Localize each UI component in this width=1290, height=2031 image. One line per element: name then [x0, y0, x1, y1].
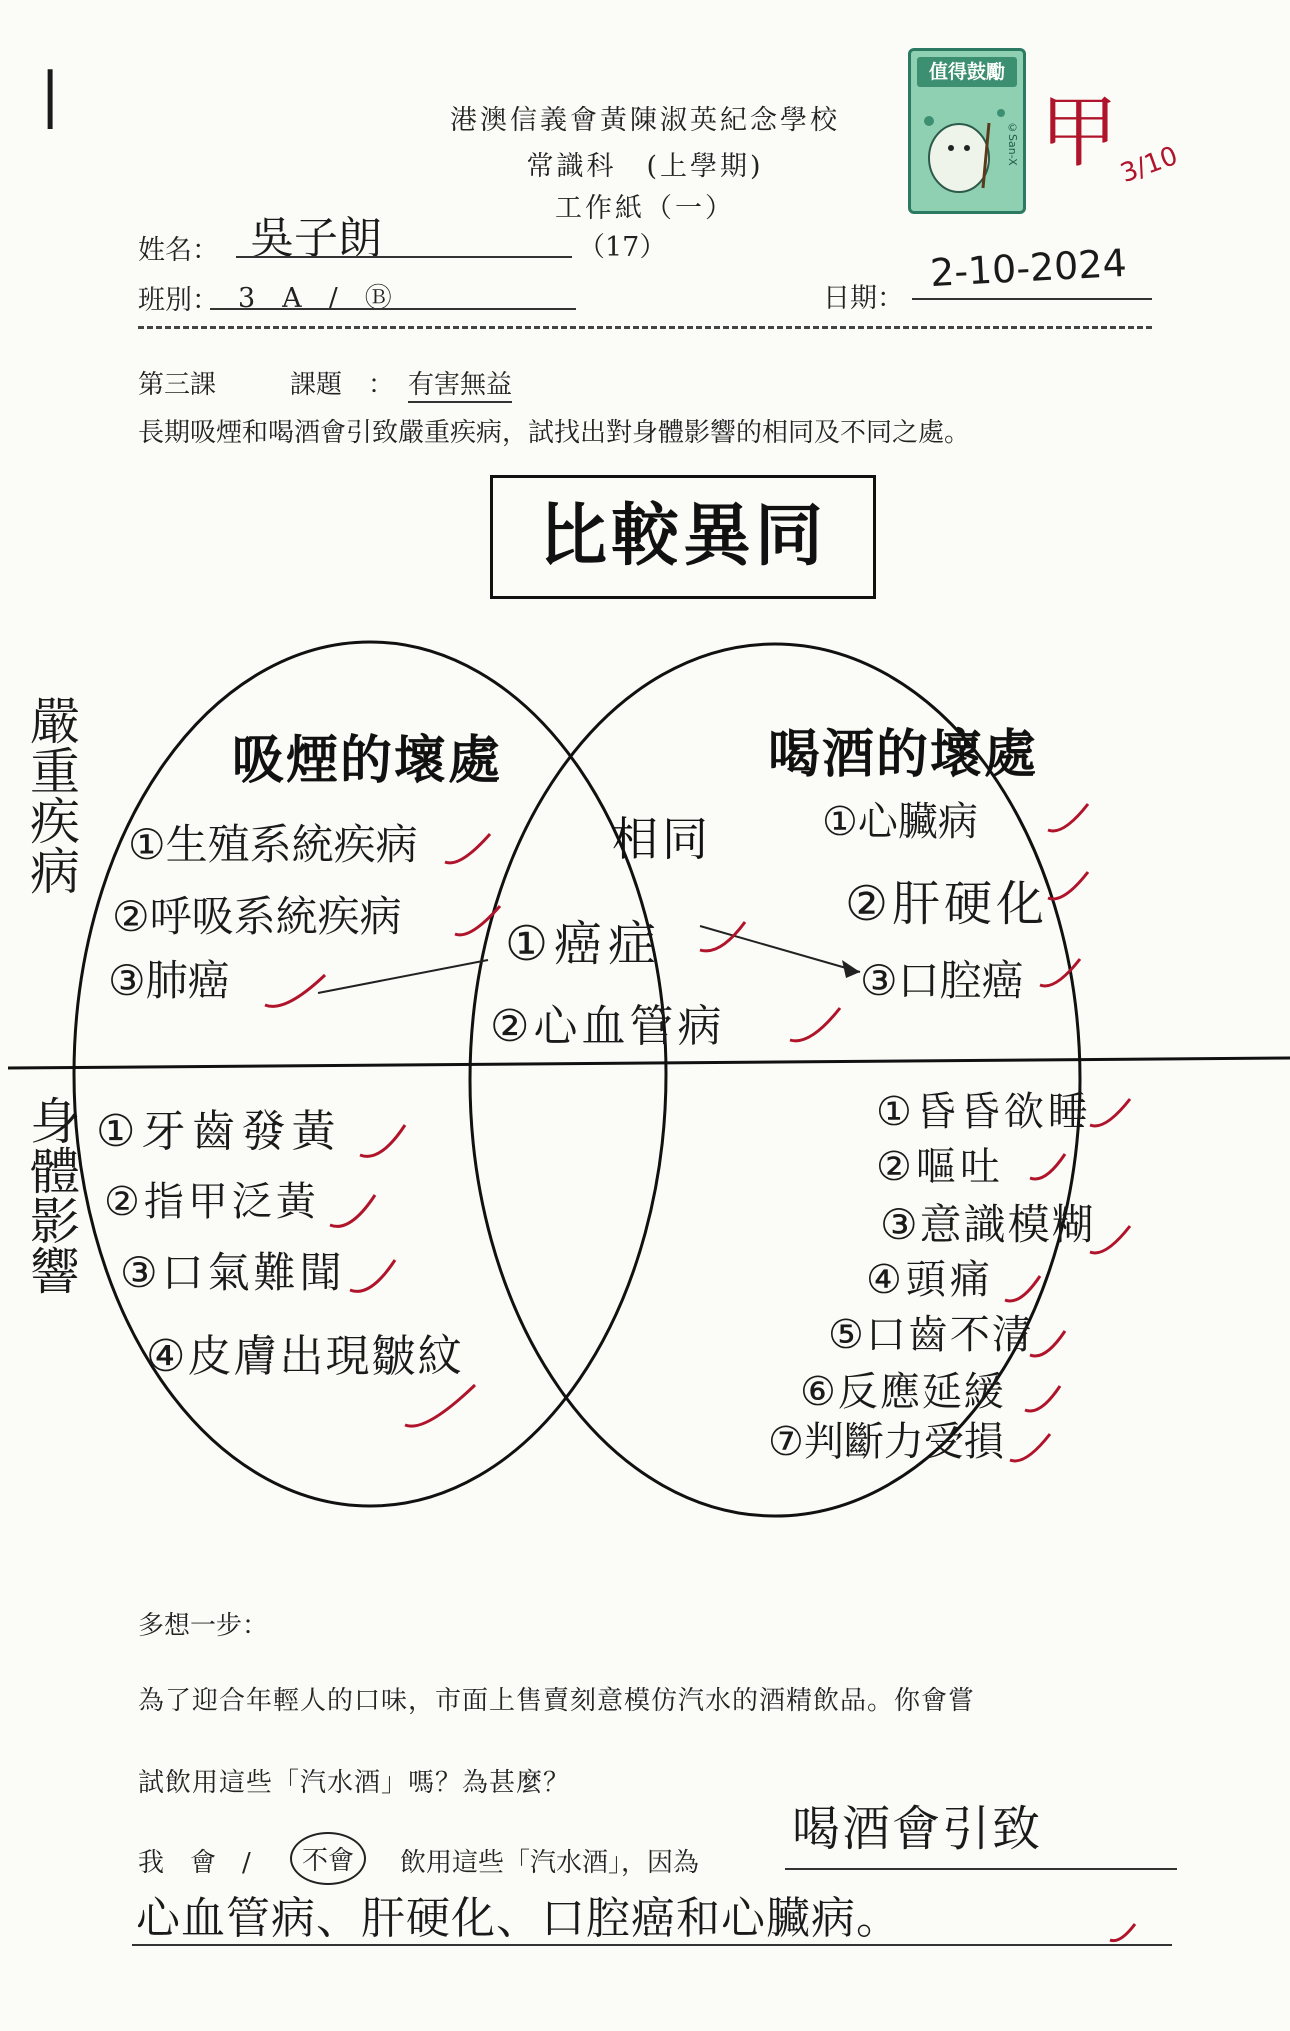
left-disease-item: ③肺癌 — [108, 956, 230, 1005]
right-body-item: ①昏昏欲睡 — [876, 1089, 1092, 1135]
left-body-item: ②指甲泛黃 — [104, 1179, 320, 1225]
answer-line1: 喝酒會引致 — [792, 1801, 1043, 1857]
margin-mark: | — [40, 60, 61, 130]
worksheet-title: 工作紙（一） — [555, 193, 735, 224]
right-disease-item: ②肝硬化 — [845, 876, 1049, 932]
arrow-line-right — [700, 926, 860, 972]
class-label: 班別： — [138, 285, 219, 316]
venn-middle-title: 相同 — [612, 812, 712, 866]
class-value: 3 A / Ⓑ — [238, 283, 392, 314]
name-label: 姓名： — [138, 235, 219, 266]
arrow-head — [842, 960, 860, 978]
right-body-item: ④頭痛 — [866, 1257, 994, 1303]
right-disease-item: ①心臟病 — [822, 799, 978, 845]
side-label-disease: 嚴重疾病 — [22, 695, 80, 895]
think-question-line2: 試飲用這些「汽水酒」嗎？為甚麼？ — [138, 1768, 571, 1798]
date-value: 2-10-2024 — [928, 240, 1128, 296]
answer-line2: 心血管病、肝硬化、口腔癌和心臟病。 — [136, 1893, 901, 1944]
sticker-brand: ©San-X — [1006, 121, 1019, 166]
right-body-item: ⑥反應延緩 — [800, 1369, 1006, 1415]
date-label: 日期： — [823, 283, 904, 314]
answer-underline-1 — [785, 1868, 1177, 1870]
right-body-item: ⑦判斷力受損 — [768, 1419, 1004, 1465]
answer-underline-2 — [132, 1944, 1172, 1946]
venn-divider-line — [8, 1058, 1290, 1068]
answer-prefix: 飲用這些「汽水酒」，因為 — [400, 1848, 700, 1878]
left-body-item: ①牙齒發黃 — [96, 1106, 342, 1157]
school-name: 港澳信義會黃陳淑英紀念學校 — [450, 105, 840, 136]
title-box: 比較異同 — [490, 475, 876, 599]
answer-choice-circled: 不會 — [290, 1832, 366, 1885]
lesson-number: 第三課 — [138, 370, 217, 400]
middle-disease-item: ①癌症 — [505, 916, 663, 972]
right-disease-item: ③口腔癌 — [860, 956, 1024, 1005]
venn-left-title: 吸煙的壞處 — [232, 731, 503, 791]
right-body-item: ③意識模糊 — [880, 1200, 1096, 1249]
student-number: （17） — [578, 232, 667, 263]
think-label: 多想一步： — [138, 1611, 269, 1641]
sticker-text: 值得鼓勵 — [917, 57, 1017, 87]
right-body-item: ⑤口齒不清 — [828, 1312, 1034, 1358]
instruction: 長期吸煙和喝酒會引致嚴重疾病，試找出對身體影響的相同及不同之處。 — [138, 418, 971, 448]
left-body-item: ④皮膚出現皺紋 — [146, 1331, 464, 1382]
topic: 有害無益 — [408, 364, 512, 403]
topic-label: 課題 ： — [290, 370, 395, 400]
left-disease-item: ①生殖系統疾病 — [128, 820, 418, 869]
left-body-item: ③口氣難聞 — [120, 1248, 346, 1297]
side-label-body: 身體影響 — [22, 1095, 80, 1295]
grade-score: 3/10 — [1116, 140, 1182, 190]
name-value: 吳子朗 — [250, 213, 382, 264]
right-body-item: ②嘔吐 — [876, 1144, 1004, 1190]
answer-option-will: 我 會 / — [138, 1848, 251, 1878]
middle-disease-item: ②心血管病 — [490, 1001, 726, 1052]
left-disease-item: ②呼吸系統疾病 — [112, 892, 402, 941]
think-question-line1: 為了迎合年輕人的口味，市面上售賣刻意模仿汽水的酒精飲品。你會嘗 — [138, 1686, 976, 1716]
grade-letter: 甲 — [1040, 88, 1119, 178]
venn-right-title: 喝酒的壞處 — [768, 725, 1039, 785]
arrow-line-left — [318, 960, 488, 993]
subject-title: 常識科 (上學期) — [526, 151, 764, 182]
